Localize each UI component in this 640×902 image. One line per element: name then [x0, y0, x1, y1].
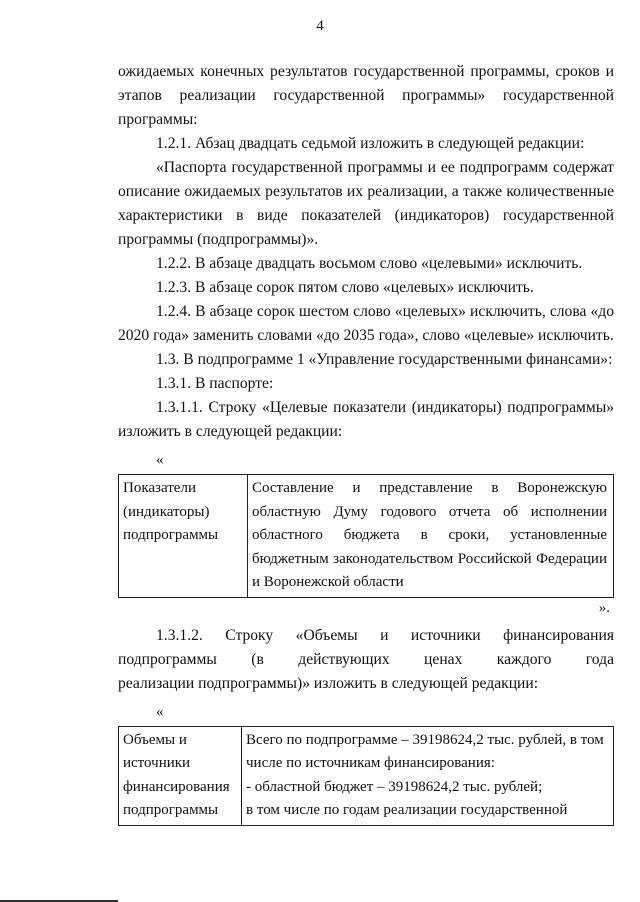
table-cell-value: [242, 726, 614, 825]
funding-table: [118, 726, 614, 826]
paragraph-line: программы:: [118, 111, 198, 128]
cell-line: подпрограммы: [123, 527, 219, 543]
paragraph-line: этапов реализации государственной программы» государственной: [118, 87, 614, 104]
paragraph: 1.2.1. Абзац двадцать седьмой изложить в следующей редакции:: [156, 135, 585, 152]
table-row: [119, 726, 614, 825]
quote-close: ».: [598, 599, 610, 616]
indicators-table: [118, 474, 614, 598]
cell-line: подпрограммы: [123, 802, 219, 818]
table-row: [119, 475, 614, 598]
cell-line: источники: [123, 755, 191, 771]
cell-line: финансирования: [123, 778, 230, 795]
cell-line: (индикаторы): [123, 503, 210, 520]
cell-line: - областной бюджет – 39198624,2 тыс. рублей;: [246, 778, 543, 795]
cell-line: Показатели: [123, 480, 196, 496]
paragraph-line: ожидаемых конечных результатов государственной программы, сроков и: [118, 63, 614, 80]
paragraph: 1.2.2. В абзаце двадцать восьмом слово «целевыми» исключить.: [156, 255, 583, 272]
paragraph-line: реализации подпрограммы)» изложить в следующей редакции:: [118, 674, 539, 692]
paragraph: 1.2.4. В абзаце сорок шестом слово «целевых» исключить, слова «до 2020 года» заменить словами «до 2035 года», слово «целевые» исключить.: [118, 303, 614, 344]
table-cell-label: [119, 475, 248, 598]
paragraph: 1.3.1. В паспорте:: [156, 375, 274, 392]
document-body: [118, 60, 614, 826]
paragraph-line: подпрограммы (в действующих ценах каждого года: [118, 650, 614, 668]
cell-line: в том числе по годам реализации государственной: [246, 802, 568, 818]
paragraph: 1.2.3. В абзаце сорок пятом слово «целевых» исключить.: [156, 279, 534, 296]
table-cell-value: Составление и представление в Воронежскую областную Думу годового отчета об исполнении областного бюджета в сроки, установленные бюджетным законодательством Российской Федерации и Воронежской области: [248, 475, 614, 598]
quote-open: «: [156, 452, 164, 468]
paragraph: «Паспорта государственной программы и ее подпрограмм содержат описание ожидаемых результатов их реализации, а также количественные характеристики в виде показателей (индикаторов) государственной программы (подпрограммы)».: [118, 159, 614, 248]
cell-line: Объемы и: [123, 731, 187, 748]
quote-open: «: [156, 703, 164, 720]
paragraph: 1.3.1.1. Строку «Целевые показатели (индикаторы) подпрограммы» изложить в следующей редакции:: [118, 399, 614, 440]
table-cell-label: [119, 726, 242, 825]
paragraph-line: 1.3.1.2. Строку «Объемы и источники финансирования: [156, 626, 614, 644]
cell-line: числе по источникам финансирования:: [246, 755, 495, 771]
cell-line: Всего по подпрограмме – 39198624,2 тыс. рублей, в том: [246, 731, 604, 748]
paragraph: 1.3. В подпрограмме 1 «Управление государственными финансами»:: [156, 351, 613, 368]
page-number: 4: [316, 18, 324, 34]
